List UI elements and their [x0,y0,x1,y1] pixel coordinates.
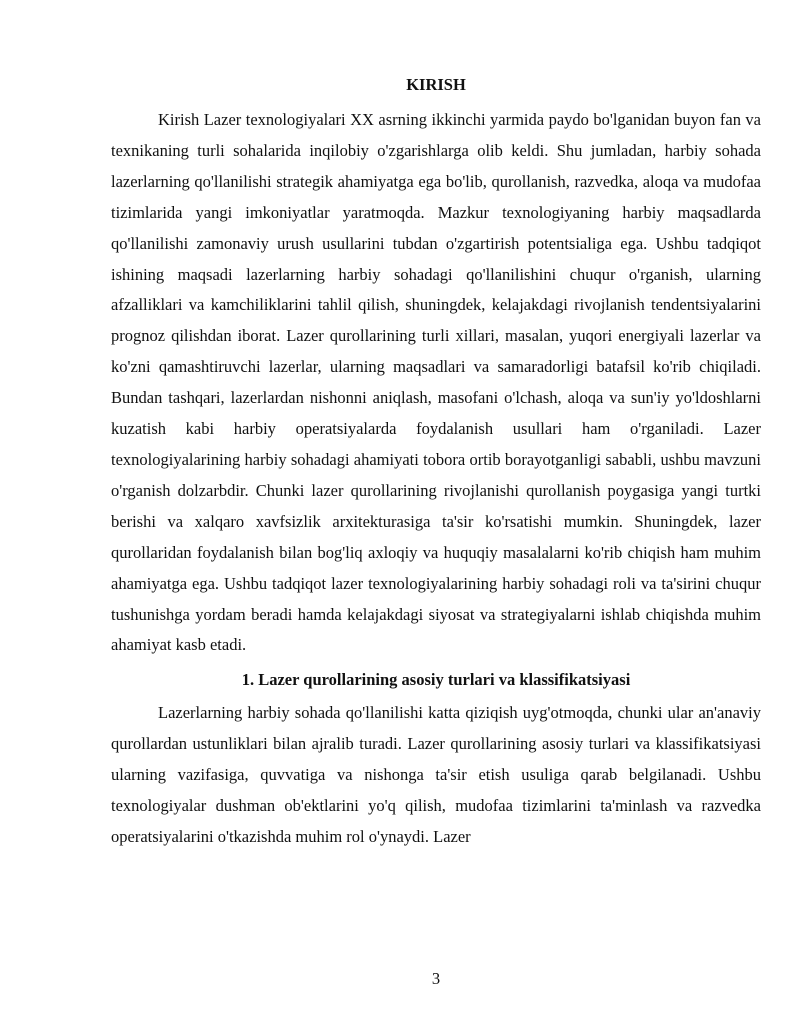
section-heading: 1. Lazer qurollarining asosiy turlari va klassifikatsiyasi [241,670,631,690]
page-number: 3 [431,969,441,988]
section-paragraph: Lazerlarning harbiy sohada qo'llanilishi katta qiziqish uyg'otmoqda, chunki ular an'anaviy qurollardan ustunliklari bilan ajralib turadi. Lazer qurollarining asosiy turlari va klassifikatsiyasi ularning vazifasiga, quvvatiga va nishonga ta'sir etish usuliga qarab belgilanadi. Ushbu texnologiyalar dushman ob'ektlarini yo'q qilish, mudofaa tizimlarini ta'minlash va razvedka operatsiyalarini o'tkazishda muhim rol o'ynaydi. Lazer [111,703,761,846]
intro-heading: KIRISH [406,75,466,94]
intro-paragraph: Kirish Lazer texnologiyalari XX asrning ikkinchi yarmida paydo bo'lganidan buyon fan va texnikaning turli sohalarida inqilobiy o'zgarishlarga olib keldi. Shu jumladan, harbiy sohada lazerlarning qo'llanilishi strategik ahamiyatga ega bo'lib, qurollanish, razvedka, aloqa va mudofaa tizimlarida yangi imkoniyatlar yaratmoqda. Mazkur texnologiyaning harbiy maqsadlarda qo'llanilishi zamonaviy urush usullarini tubdan o'zgartirish potentsialiga ega. Ushbu tadqiqot ishining maqsadi lazerlarning harbiy sohadagi qo'llanilishini chuqur o'rganish, ularning afzalliklari va kamchiliklarini tahlil qilish, shuningdek, kelajakdagi rivojlanish tendentsiyalarini prognoz qilishdan iborat. Lazer qurollarining turli xillari, masalan, yuqori energiyali lazerlar va ko'zni qamashtiruvchi lazerlar, ularning maqsadlari va samaradorligi batafsil ko'rib chiqiladi. Bundan tashqari, lazerlardan nishonni aniqlash, masofani o'lchash, aloqa va sun'iy yo'ldoshlarni kuzatish kabi harbiy operatsiyalarda foydalanish usullari ham o'rganiladi. Lazer texnologiyalarining harbiy sohadagi ahamiyati tobora ortib borayotganligi sababli, ushbu mavzuni o'rganish dolzarbdir. Chunki lazer qurollarining rivojlanishi qurollanish poygasiga yangi turtki berishi va xalqaro xavfsizlik arxitekturasiga ta'sir ko'rsatishi mumkin. Shuningdek, lazer qurollaridan foydalanish bilan bog'liq axloqiy va huquqiy masalalarni ko'rib chiqish ham muhim ahamiyatga ega. Ushbu tadqiqot lazer texnologiyalarining harbiy sohadagi roli va ta'sirini chuqur tushunishga yordam beradi hamda kelajakdagi siyosat va strategiyalarni ishlab chiqishda muhim ahamiyat kasb etadi. [111,110,761,655]
